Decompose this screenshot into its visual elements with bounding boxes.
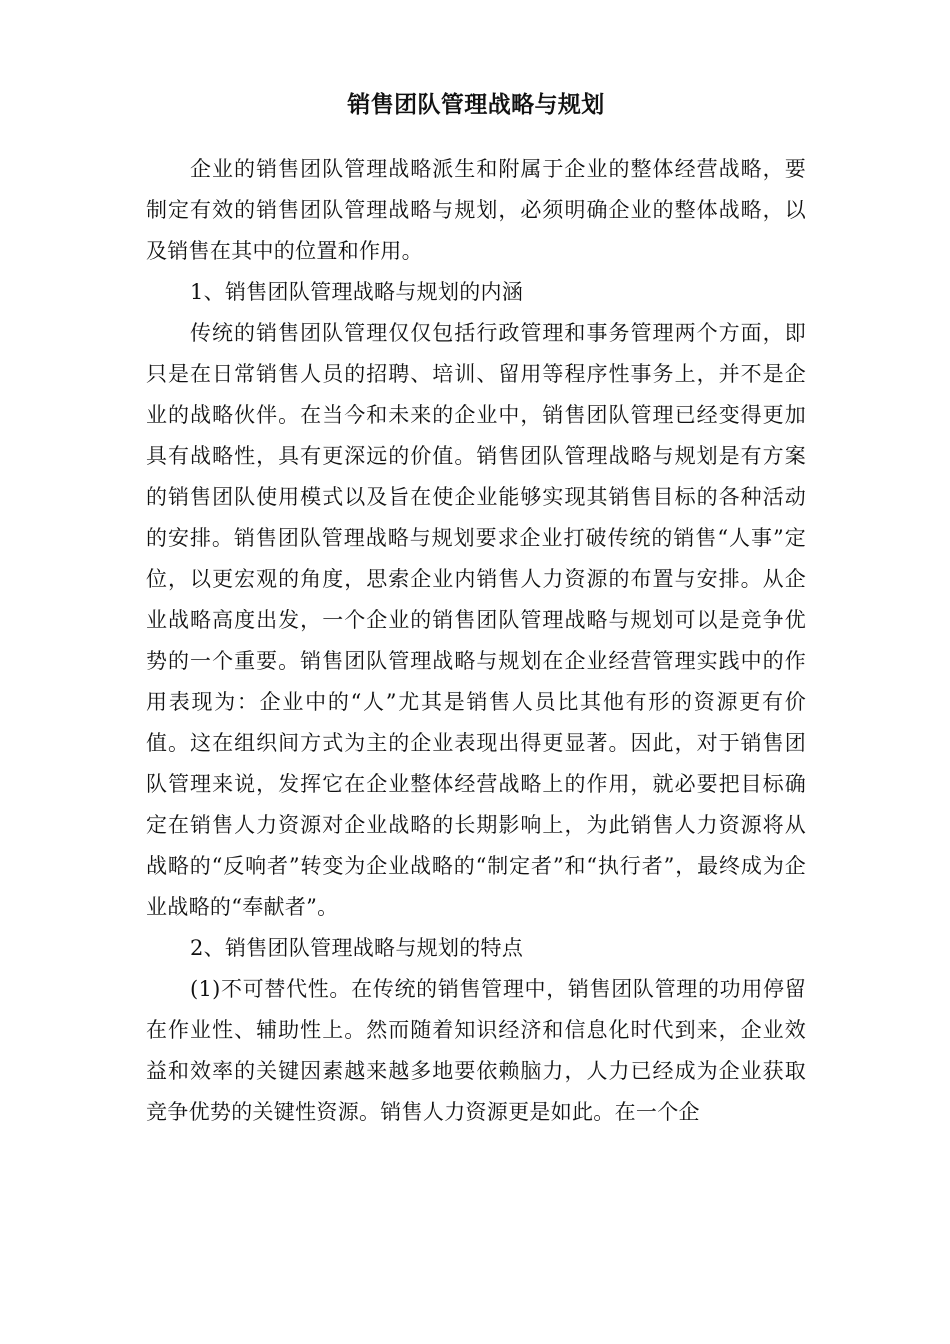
body-paragraph: (1)不可替代性。在传统的销售管理中，销售团队管理的功用停留在作业性、辅助性上。然而随着知识经济和信息化时代到来，企业效益和效率的关键因素越来越多地要依赖脑力，人力已经成为企业获取竞争优势的关键性资源。销售人力资源更是如此。在一个企 bbox=[146, 976, 806, 1124]
section-heading-2: 2、销售团队管理战略与规划的特点 bbox=[190, 935, 524, 960]
section-heading-1: 1、销售团队管理战略与规划的内涵 bbox=[190, 279, 524, 304]
document-title: 销售团队管理战略与规划 bbox=[347, 92, 605, 118]
document-body bbox=[146, 88, 806, 1133]
body-paragraph: 传统的销售团队管理仅仅包括行政管理和事务管理两个方面，即只是在日常销售人员的招聘、培训、留用等程序性事务上，并不是企业的战略伙伴。在当今和未来的企业中，销售团队管理已经变得更加具有战略性，具有更深远的价值。销售团队管理战略与规划是有方案的销售团队使用模式以及旨在使企业能够实现其销售目标的各种活动的安排。销售团队管理战略与规划要求企业打破传统的销售“人事”定位，以更宏观的角度，思索企业内销售人力资源的布置与安排。从企业战略高度出发，一个企业的销售团队管理战略与规划可以是竞争优势的一个重要。销售团队管理战略与规划在企业经营管理实践中的作用表现为：企业中的“人”尤其是销售人员比其他有形的资源更有价值。这在组织间方式为主的企业表现出得更显著。因此，对于销售团队管理来说，发挥它在企业整体经营战略上的作用，就必要把目标确定在销售人力资源对企业战略的长期影响上，为此销售人力资源将从战略的“反响者”转变为企业战略的“制定者”和“执行者”，最终成为企业战略的“奉献者”。 bbox=[146, 320, 806, 919]
intro-paragraph: 企业的销售团队管理战略派生和附属于企业的整体经营战略，要制定有效的销售团队管理战略与规划，必须明确企业的整体战略，以及销售在其中的位置和作用。 bbox=[146, 156, 806, 263]
